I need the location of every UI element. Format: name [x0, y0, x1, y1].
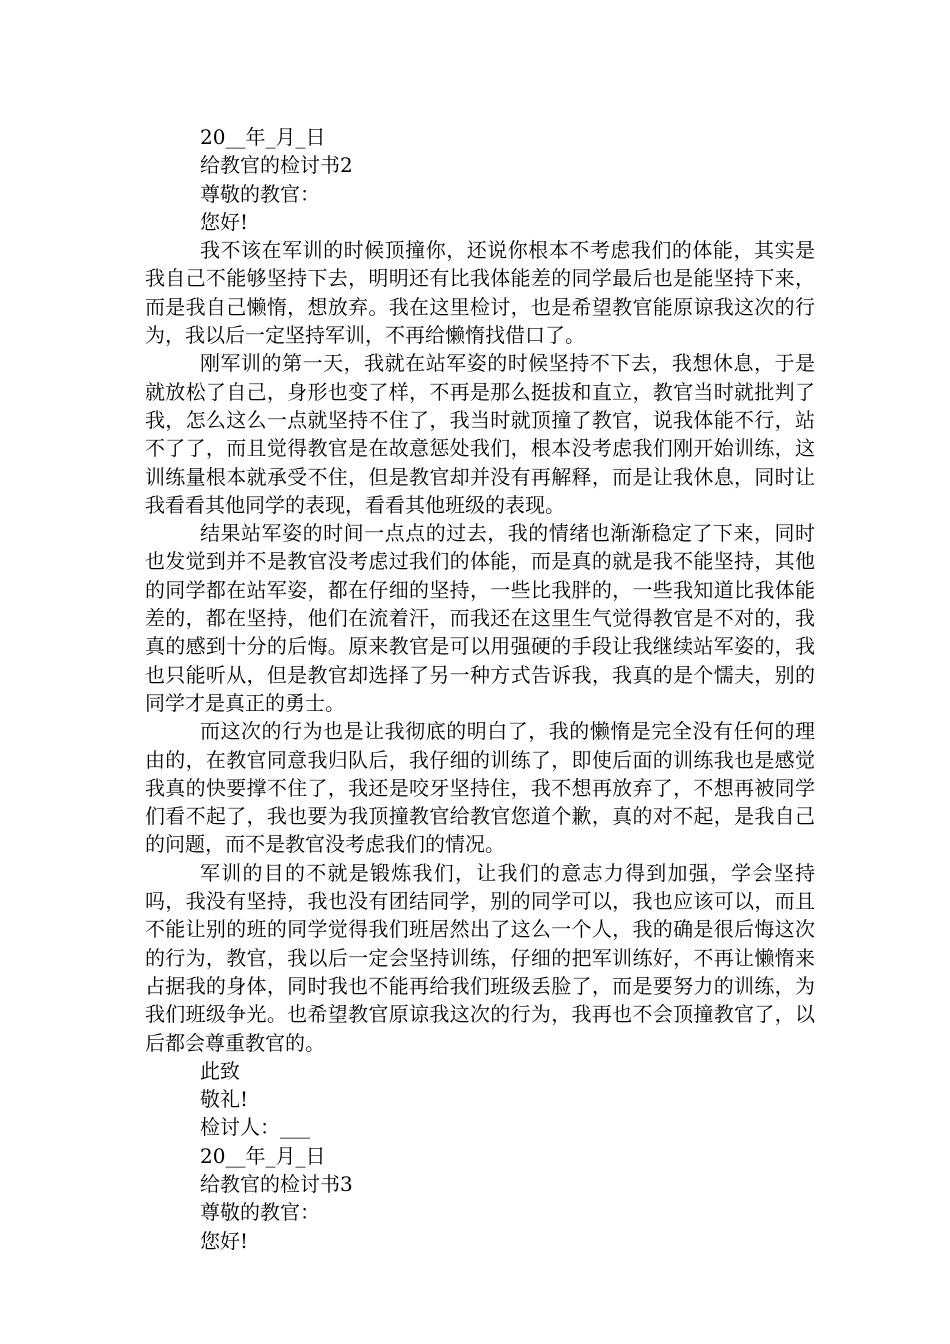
signer-line: 检讨人：___ [200, 1115, 310, 1140]
closing-line: 敬礼! [200, 1087, 249, 1112]
body-paragraph: 结果站军姿的时间一点点的过去，我的情绪也渐渐稳定了下来，同时也发觉到并不是教官没考虑过我们的体能，而是真的就是我不能坚持，其他的同学都在站军姿，都在仔细的坚持，一些比我胖的，一些我知道比我体能差的，都在坚持，他们在流着汗，而我还在这里生气觉得教官是不对的，我真的感到十分的后悔。原来教官是可以用强硬的手段让我继续站军姿的，我也只能听从，但是教官却选择了另一种方式告诉我，我真的是个懦夫，别的同学才是真正的勇士。 [145, 521, 815, 715]
salutation: 尊敬的教官： [200, 181, 320, 206]
letter-text [145, 123, 815, 1255]
body-paragraph: 刚军训的第一天，我就在站军姿的时候坚持不下去，我想休息，于是就放松了自己，身形也变了样，不再是那么挺拔和直立，教官当时就批判了我，怎么这么一点就坚持不住了，我当时就顶撞了教官，说我体能不行，站不了了，而且觉得教官是在故意惩处我们，根本没考虑我们刚开始训练，这训练量根本就承受不住，但是教官却并没有再解释，而是让我休息，同时让我看看其他同学的表现，看看其他班级的表现。 [145, 351, 815, 517]
body-paragraph: 我不该在军训的时候顶撞你，还说你根本不考虑我们的体能，其实是我自己不能够坚持下去，明明还有比我体能差的同学最后也是能坚持下来，而是我自己懒惰，想放弃。我在这里检讨，也是希望教官能原谅我这次的行为，我以后一定坚持军训，不再给懒惰找借口了。 [145, 238, 815, 348]
body-paragraph: 而这次的行为也是让我彻底的明白了，我的懒惰是完全没有任何的理由的，在教官同意我归队后，我仔细的训练了，即使后面的训练我也是感觉我真的快要撑不住了，我还是咬牙坚持住，我不想再放弃了，不想再被同学们看不起了，我也要为我顶撞教官给教官您道个歉，真的对不起，是我自己的问题，而不是教官没考虑我们的情况。 [145, 719, 815, 857]
date-footer: 20__年_月_日 [200, 1143, 326, 1168]
date-header: 20__年_月_日 [200, 125, 326, 149]
letter-title: 给教官的检讨书2 [200, 153, 353, 178]
closing-line: 此致 [200, 1058, 240, 1083]
body-paragraph: 军训的目的不就是锻炼我们，让我们的意志力得到加强，学会坚持吗，我没有坚持，我也没有团结同学，别的同学可以，我也应该可以，而且不能让别的班的同学觉得我们班居然出了这么一个人，我的确是很后悔这次的行为，教官，我以后一定会坚持训练，仔细的把军训练好，不再让懒惰来占据我的身体，同时我也不能再给我们班级丢脸了，而是要努力的训练，为我们班级争光。也希望教官原谅我这次的行为，我再也不会顶撞教官了，以后都会尊重教官的。 [145, 860, 815, 1055]
next-greeting: 您好! [200, 1228, 249, 1253]
greeting: 您好! [200, 209, 249, 234]
next-salutation: 尊敬的教官： [200, 1200, 320, 1225]
next-letter-title: 给教官的检讨书3 [200, 1171, 353, 1196]
